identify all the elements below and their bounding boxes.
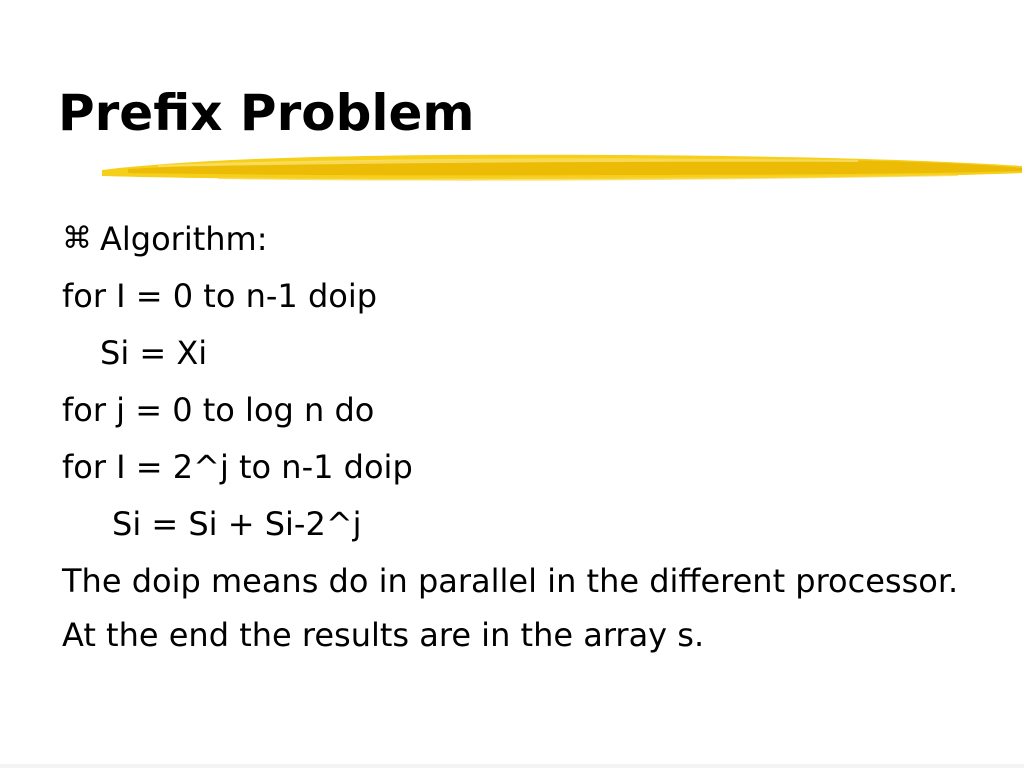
explanation-line: The doip means do in parallel in the different processor. — [62, 562, 959, 600]
code-line: for I = 0 to n-1 doip — [62, 277, 378, 315]
slide-body — [62, 220, 1002, 673]
code-line: for I = 2^j to n-1 doip — [62, 448, 413, 486]
bottom-edge — [0, 764, 1024, 768]
title-underline-brush — [98, 146, 1024, 188]
slide-title: Prefix Problem — [58, 84, 475, 142]
code-line-indented: Si = Si + Si-2^j — [112, 505, 362, 543]
bullet-text: Algorithm: — [100, 220, 268, 258]
code-line-indented: Si = Xi — [100, 334, 208, 372]
explanation-line: At the end the results are in the array s. — [62, 616, 705, 654]
command-key-icon: ⌘ — [62, 221, 92, 256]
bullet-item — [62, 220, 1002, 258]
code-line: for j = 0 to log n do — [62, 391, 375, 429]
